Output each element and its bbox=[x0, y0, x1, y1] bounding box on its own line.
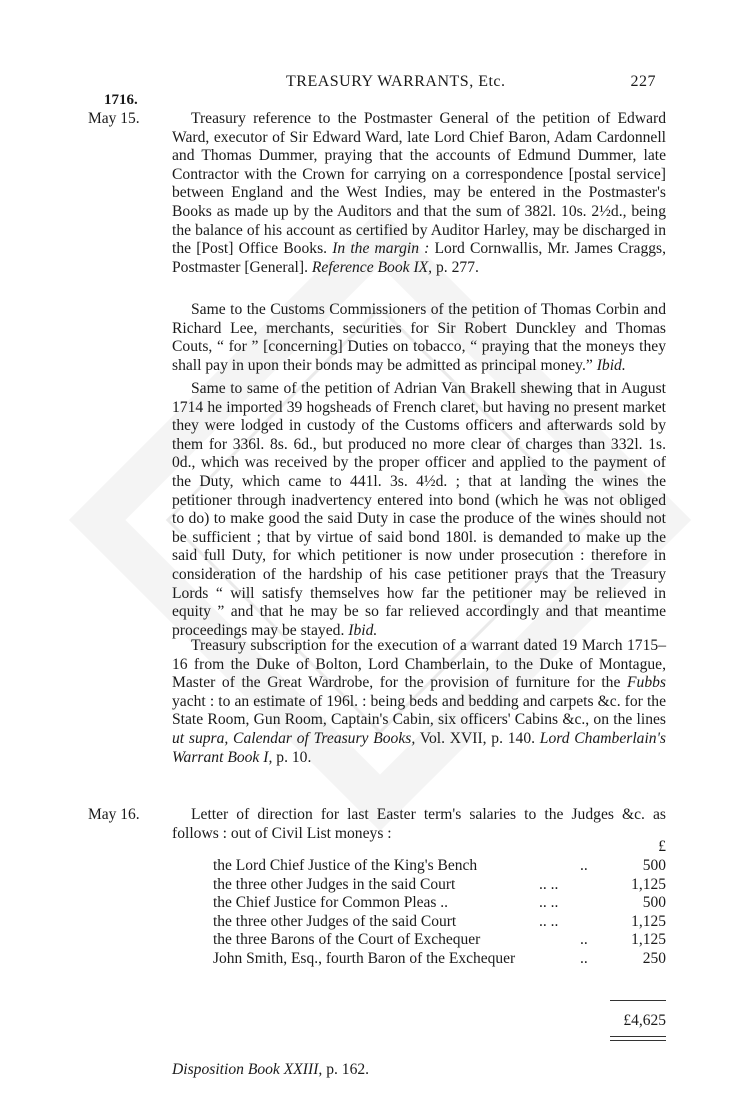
salary-recipient: the Chief Justice for Common Pleas .. bbox=[213, 894, 449, 912]
paragraph-postmaster-reference bbox=[172, 110, 666, 277]
table-row bbox=[213, 950, 666, 969]
salary-amount: 500 bbox=[642, 894, 666, 912]
table-row bbox=[213, 913, 666, 932]
table-row bbox=[213, 894, 666, 913]
paragraph-text: Same to same of the petition of Adrian Van Brakell shewing that in August 1714 he imported 39 hogsheads of French claret, but having no present market they were lodged in custody of the Customs officers and afterwards sold by them for 336l. 8s. 6d., but produced no more clear of charges than 332l. 1s. 0d., which was received by the proper officer and applied to the payment of the Duty, which came to 441l. 3s. 4½d. ; that at landing the wines the petitioner through inadvertency entered into bond (which he was not obliged to do) to make good the said Duty in case the produce of the wines should not be sufficient ; that by virtue of said bond 180l. is demanded to make up the said full Duty, for which petitioner is now under prosecution : therefore in consideration of the hardship of his case petitioner prays that the Treasury Lords “ will satisfy themselves how far the petitioner may be relieved in equity ” and that he may be so far relieved accordingly and that meantime proceedings may be stayed. bbox=[172, 380, 666, 639]
reference-page: p. 277. bbox=[436, 258, 479, 276]
salary-recipient: the three Barons of the Court of Exchequer bbox=[213, 931, 481, 949]
leader-dots: .. .. bbox=[539, 875, 559, 893]
salary-amount: 1,125 bbox=[631, 875, 666, 893]
salary-amount: 250 bbox=[642, 949, 666, 967]
source-reference bbox=[172, 1061, 369, 1079]
reference-book: Reference Book IX, bbox=[311, 258, 433, 276]
salary-recipient: the three other Judges of the said Court bbox=[213, 912, 457, 930]
entry-date: May 16. bbox=[88, 806, 140, 823]
paragraph-van-brakell-petition bbox=[172, 380, 666, 640]
entry-date: May 15. bbox=[88, 110, 140, 127]
salary-recipient: the Lord Chief Justice of the King's Bench bbox=[213, 857, 478, 874]
leader-dots: .. bbox=[580, 857, 588, 874]
margin-label: In the margin : bbox=[332, 240, 430, 258]
paragraph-fubbs-yacht bbox=[172, 637, 666, 767]
paragraph-customs-petition bbox=[172, 301, 666, 375]
source-page: p. 162. bbox=[326, 1061, 370, 1078]
reference-book: Lord Chamberlain's Warrant Book I, bbox=[172, 729, 666, 766]
paragraph-text: Treasury reference to the Postmaster General of the petition of Edward Ward, executor of Sir Edward Ward, late Lord Chief Baron, Adam Cardonnell and Thomas Dummer, praying that the accounts of Edmund Dummer, late Contractor with the Crown for carrying on a correspondence [postal service] between England and the West Indies, may be entered in the Postmaster's Books as made up by the Auditors and that the sum of 382l. 10s. 2½d., being the balance of his account as certified by Auditor Harley, may be discharged in the [Post] Office Books. bbox=[172, 110, 666, 258]
salary-amount: 1,125 bbox=[631, 931, 666, 949]
total-double-rule bbox=[610, 1040, 666, 1041]
paragraph-text: Letter of direction for last Easter term's salaries to the Judges &c. as follows : out of Civil List moneys : bbox=[172, 806, 666, 842]
volume-reference: Vol. XVII, p. 140. bbox=[419, 729, 536, 747]
vessel-name: Fubbs bbox=[627, 674, 666, 692]
year-marker: 1716. bbox=[104, 92, 138, 108]
paragraph-text: Treasury subscription for the execution of a warrant dated 19 March 1715–16 from the Duke of Bolton, Lord Chamberlain, to the Duke of Montague, Master of the Great Wardrobe, for the provision of furniture for the bbox=[172, 637, 666, 692]
salary-recipient: John Smith, Esq., fourth Baron of the Exchequer bbox=[213, 949, 516, 967]
leader-dots: .. .. bbox=[539, 894, 559, 912]
sum-rule bbox=[610, 1000, 666, 1001]
leader-dots: .. bbox=[580, 931, 588, 949]
salary-amount: 1,125 bbox=[631, 912, 666, 930]
total-double-rule bbox=[610, 1036, 666, 1037]
reference-page: p. 10. bbox=[276, 748, 312, 766]
leader-dots: .. .. bbox=[539, 912, 559, 930]
paragraph-judges-salaries bbox=[172, 806, 666, 843]
ut-supra-reference: ut supra, Calendar of Treasury Books, bbox=[172, 729, 416, 747]
salary-table bbox=[213, 838, 666, 969]
leader-dots: .. bbox=[580, 949, 588, 967]
table-row bbox=[213, 931, 666, 950]
reference-ibid: Ibid. bbox=[348, 621, 378, 639]
salary-amount: 500 bbox=[642, 857, 666, 874]
currency-symbol: £ bbox=[658, 838, 666, 855]
salary-total: £4,625 bbox=[623, 1012, 666, 1029]
paragraph-text-continued: yacht : to an estimate of 196l. : being beds and bedding and carpets &c. for the State Room, Gun Room, Captain's Cabin, six officers' Cabins &c., on the lines bbox=[172, 692, 666, 729]
paragraph-text: Same to the Customs Commissioners of the petition of Thomas Corbin and Richard Lee, merchants, securities for Sir Robert Dunckley and Thomas Couts, “ for ” [concerning] Duties on tobacco, “ praying that the moneys they shall pay in upon their bonds may be admitted as principal money.” bbox=[172, 301, 666, 374]
reference-ibid: Ibid. bbox=[596, 356, 626, 374]
salary-recipient: the three other Judges in the said Court bbox=[213, 875, 456, 893]
table-row bbox=[213, 857, 666, 876]
running-title: TREASURY WARRANTS, Etc. bbox=[286, 73, 506, 90]
margin-text: Lord Cornwallis, Mr. James Craggs, Postmaster [General]. bbox=[172, 240, 666, 276]
source-book: Disposition Book XXIII, bbox=[172, 1061, 323, 1078]
page-number: 227 bbox=[630, 73, 656, 90]
table-row bbox=[213, 876, 666, 895]
